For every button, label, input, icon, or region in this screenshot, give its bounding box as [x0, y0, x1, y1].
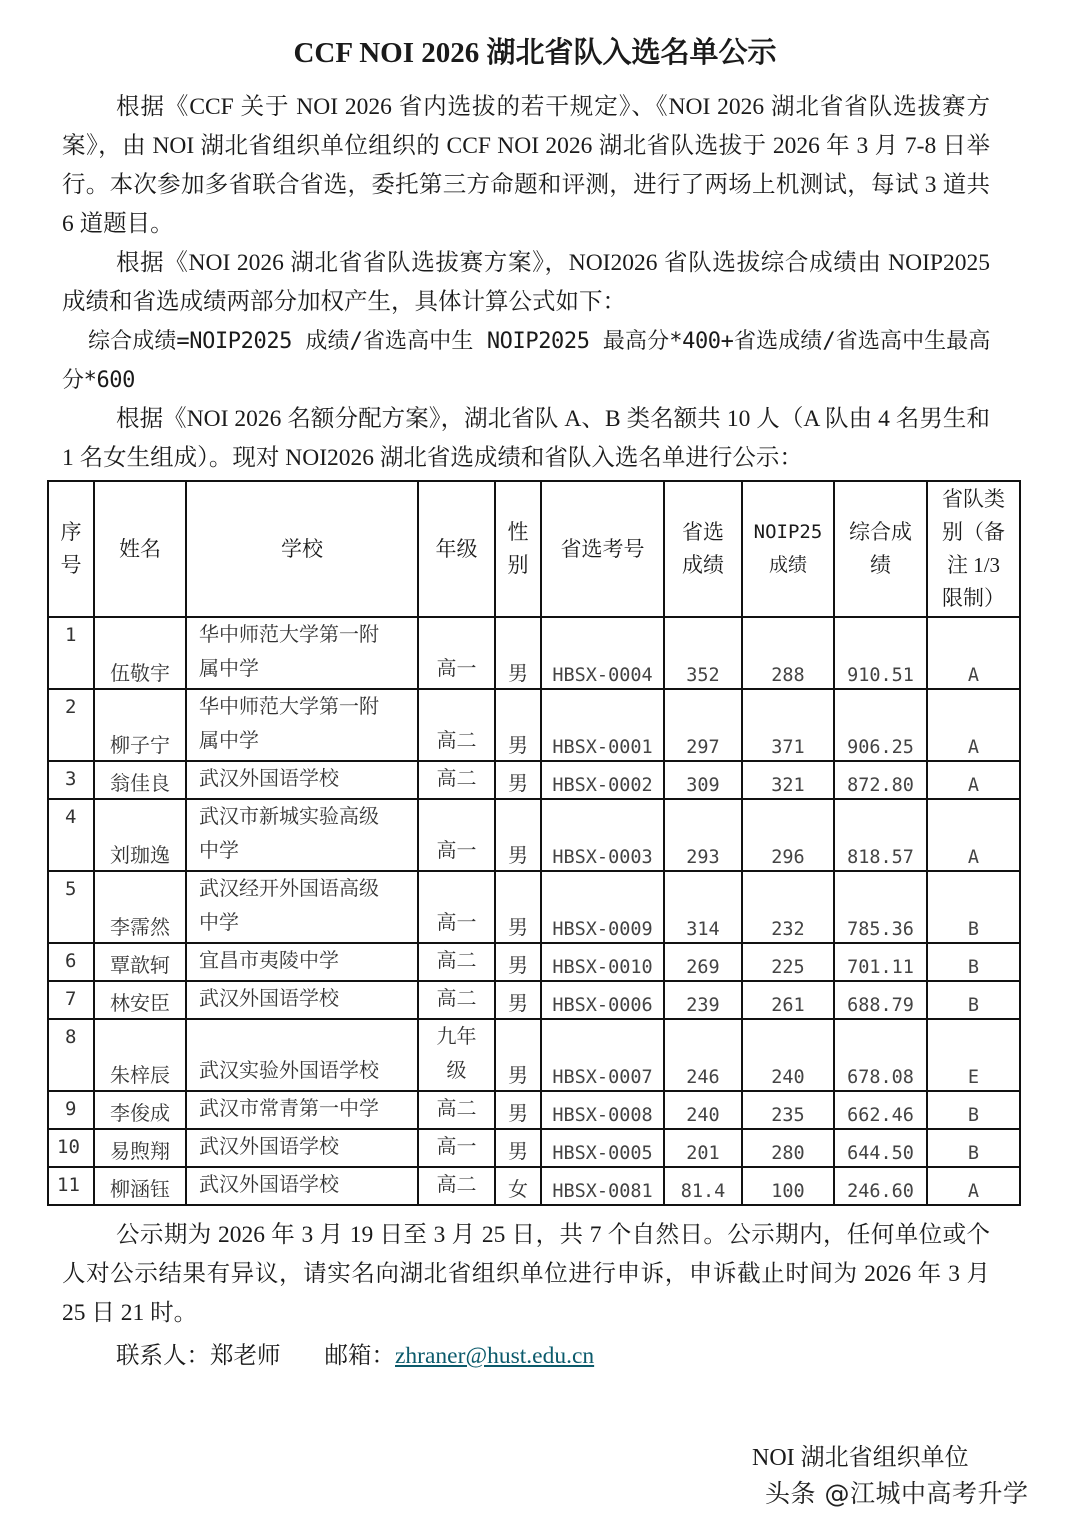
cell-category: A: [927, 761, 1020, 799]
cell-gender: 男: [495, 617, 541, 689]
cell-name: 林安臣: [94, 981, 186, 1019]
cell-prov-score: 201: [664, 1129, 742, 1167]
cell-category: B: [927, 1091, 1020, 1129]
cell-prov-score: 309: [664, 761, 742, 799]
header-prov-score: 省选成绩: [664, 481, 742, 617]
cell-category: B: [927, 871, 1020, 943]
cell-noip-score: 288: [742, 617, 834, 689]
cell-school: 宜昌市夷陵中学: [186, 943, 418, 981]
cell-total: 644.50: [834, 1129, 927, 1167]
table-row: [48, 1019, 1020, 1091]
cell-category: A: [927, 1167, 1020, 1205]
cell-prov-score: 314: [664, 871, 742, 943]
header-school: 学校: [186, 481, 418, 617]
cell-category: A: [927, 799, 1020, 871]
cell-total: 785.36: [834, 871, 927, 943]
scoring-paragraph: 根据《NOI 2026 湖北省省队选拔赛方案》，NOI2026 省队选拔综合成绩由 NOIP2025 成绩和省选成绩两部分加权产生，具体计算公式如下：: [62, 250, 990, 315]
cell-gender: 男: [495, 689, 541, 761]
cell-total: 818.57: [834, 799, 927, 871]
intro-paragraph: 根据《CCF 关于 NOI 2026 省内选拔的若干规定》、《NOI 2026 湖北省省队选拔赛方案》，由 NOI 湖北省组织单位组织的 CCF NOI 2026 湖北省队选拔于 2026 年 3 月 7-8 日举行。本次参加多省联合省选，委托第三方命题和评测，进行了两场上机测试，每试 3 道共 6 道题目。: [62, 94, 990, 237]
cell-exam-id: HBSX-0002: [541, 761, 664, 799]
cell-school: 武汉外国语学校: [186, 1167, 418, 1205]
cell-name: 易煦翔: [94, 1129, 186, 1167]
cell-category: A: [927, 689, 1020, 761]
cell-noip-score: 225: [742, 943, 834, 981]
signature: NOI 湖北省组织单位: [752, 1445, 969, 1471]
cell-grade: 高二: [418, 981, 495, 1019]
cell-exam-id: HBSX-0009: [541, 871, 664, 943]
header-total: 综合成绩: [834, 481, 927, 617]
cell-exam-id: HBSX-0081: [541, 1167, 664, 1205]
cell-name: 刘珈逸: [94, 799, 186, 871]
cell-exam-id: HBSX-0006: [541, 981, 664, 1019]
cell-grade: 高一: [418, 1129, 495, 1167]
cell-grade: 高二: [418, 943, 495, 981]
cell-prov-score: 293: [664, 799, 742, 871]
cell-index: 1: [48, 617, 94, 689]
cell-name: 柳子宁: [94, 689, 186, 761]
cell-name: 朱梓辰: [94, 1019, 186, 1091]
cell-noip-score: 261: [742, 981, 834, 1019]
cell-noip-score: 371: [742, 689, 834, 761]
cell-category: A: [927, 617, 1020, 689]
cell-exam-id: HBSX-0008: [541, 1091, 664, 1129]
cell-exam-id: HBSX-0001: [541, 689, 664, 761]
cell-index: 5: [48, 871, 94, 943]
cell-name: 翁佳良: [94, 761, 186, 799]
cell-gender: 男: [495, 1091, 541, 1129]
cell-school: 武汉实验外国语学校: [186, 1019, 418, 1091]
cell-gender: 男: [495, 799, 541, 871]
cell-total: 688.79: [834, 981, 927, 1019]
table-row: [48, 1167, 1020, 1205]
cell-exam-id: HBSX-0004: [541, 617, 664, 689]
roster-table: [47, 480, 1021, 1206]
cell-grade: 高二: [418, 689, 495, 761]
cell-exam-id: HBSX-0003: [541, 799, 664, 871]
cell-school: 武汉市新城实验高级中学: [186, 799, 418, 871]
cell-school: 武汉外国语学校: [186, 761, 418, 799]
cell-index: 4: [48, 799, 94, 871]
header-gender: 性别: [495, 481, 541, 617]
cell-noip-score: 321: [742, 761, 834, 799]
header-category: 省队类别（备注 1/3 限制）: [927, 481, 1020, 617]
cell-exam-id: HBSX-0010: [541, 943, 664, 981]
email-link[interactable]: zhraner@hust.edu.cn: [395, 1343, 595, 1369]
table-row: [48, 871, 1020, 943]
cell-noip-score: 235: [742, 1091, 834, 1129]
cell-name: 覃歆轲: [94, 943, 186, 981]
header-index: 序号: [48, 481, 94, 617]
cell-prov-score: 246: [664, 1019, 742, 1091]
cell-noip-score: 100: [742, 1167, 834, 1205]
table-row: [48, 1091, 1020, 1129]
contact-line: [116, 1336, 594, 1370]
cell-school: 武汉市常青第一中学: [186, 1091, 418, 1129]
cell-gender: 男: [495, 761, 541, 799]
cell-index: 10: [48, 1129, 94, 1167]
table-row: [48, 1129, 1020, 1167]
cell-category: B: [927, 981, 1020, 1019]
cell-prov-score: 269: [664, 943, 742, 981]
cell-school: 华中师范大学第一附属中学: [186, 689, 418, 761]
watermark: 头条 @江城中高考升学: [765, 1479, 1029, 1508]
cell-grade: 高一: [418, 617, 495, 689]
cell-gender: 男: [495, 1019, 541, 1091]
cell-total: 910.51: [834, 617, 927, 689]
header-exam-id: 省选考号: [541, 481, 664, 617]
table-row: [48, 761, 1020, 799]
formula-paragraph: 综合成绩=NOIP2025 成绩/省选高中生 NOIP2025 最高分*400+省选成绩/省选高中生最高分*600: [62, 329, 990, 393]
cell-exam-id: HBSX-0007: [541, 1019, 664, 1091]
cell-gender: 女: [495, 1167, 541, 1205]
header-name: 姓名: [94, 481, 186, 617]
quota-paragraph: 根据《NOI 2026 名额分配方案》，湖北省队 A、B 类名额共 10 人（A 队由 4 名男生和 1 名女生组成）。现对 NOI2026 湖北省选成绩和省队入选名单进行公示：: [62, 406, 990, 471]
cell-category: E: [927, 1019, 1020, 1091]
cell-prov-score: 297: [664, 689, 742, 761]
cell-school: 武汉外国语学校: [186, 981, 418, 1019]
cell-name: 柳涵钰: [94, 1167, 186, 1205]
cell-noip-score: 240: [742, 1019, 834, 1091]
cell-grade: 高一: [418, 871, 495, 943]
cell-index: 9: [48, 1091, 94, 1129]
cell-school: 武汉经开外国语高级中学: [186, 871, 418, 943]
cell-grade: 九年级: [418, 1019, 495, 1091]
table-row: [48, 943, 1020, 981]
cell-gender: 男: [495, 871, 541, 943]
cell-noip-score: 296: [742, 799, 834, 871]
table-row: [48, 981, 1020, 1019]
cell-prov-score: 81.4: [664, 1167, 742, 1205]
cell-index: 3: [48, 761, 94, 799]
cell-gender: 男: [495, 1129, 541, 1167]
table-row: [48, 799, 1020, 871]
cell-grade: 高二: [418, 1167, 495, 1205]
cell-index: 2: [48, 689, 94, 761]
cell-grade: 高一: [418, 799, 495, 871]
header-noip-score: NOIP25 成绩: [742, 481, 834, 617]
cell-grade: 高二: [418, 1091, 495, 1129]
contact-person: 联系人：郑老师: [116, 1343, 281, 1369]
cell-category: B: [927, 943, 1020, 981]
cell-school: 武汉外国语学校: [186, 1129, 418, 1167]
cell-total: 701.11: [834, 943, 927, 981]
cell-noip-score: 232: [742, 871, 834, 943]
table-header-row: [48, 481, 1020, 617]
cell-gender: 男: [495, 981, 541, 1019]
cell-index: 11: [48, 1167, 94, 1205]
cell-prov-score: 352: [664, 617, 742, 689]
table-row: [48, 689, 1020, 761]
cell-total: 678.08: [834, 1019, 927, 1091]
cell-total: 662.46: [834, 1091, 927, 1129]
table-row: [48, 617, 1020, 689]
page-title: CCF NOI 2026 湖北省队入选名单公示: [293, 37, 777, 69]
header-grade: 年级: [418, 481, 495, 617]
cell-total: 872.80: [834, 761, 927, 799]
cell-total: 906.25: [834, 689, 927, 761]
email-label: 邮箱：: [324, 1343, 395, 1369]
cell-total: 246.60: [834, 1167, 927, 1205]
cell-prov-score: 239: [664, 981, 742, 1019]
cell-prov-score: 240: [664, 1091, 742, 1129]
cell-index: 7: [48, 981, 94, 1019]
cell-name: 伍敬宇: [94, 617, 186, 689]
appeal-paragraph: 公示期为 2026 年 3 月 19 日至 3 月 25 日，共 7 个自然日。公示期内，任何单位或个人对公示结果有异议，请实名向湖北省组织单位进行申诉，申诉截止时间为 2026 年 3 月 25 日 21 时。: [62, 1222, 990, 1326]
cell-name: 李俊成: [94, 1091, 186, 1129]
cell-grade: 高二: [418, 761, 495, 799]
cell-school: 华中师范大学第一附属中学: [186, 617, 418, 689]
cell-category: B: [927, 1129, 1020, 1167]
cell-name: 李霈然: [94, 871, 186, 943]
cell-index: 6: [48, 943, 94, 981]
cell-gender: 男: [495, 943, 541, 981]
cell-noip-score: 280: [742, 1129, 834, 1167]
cell-index: 8: [48, 1019, 94, 1091]
cell-exam-id: HBSX-0005: [541, 1129, 664, 1167]
